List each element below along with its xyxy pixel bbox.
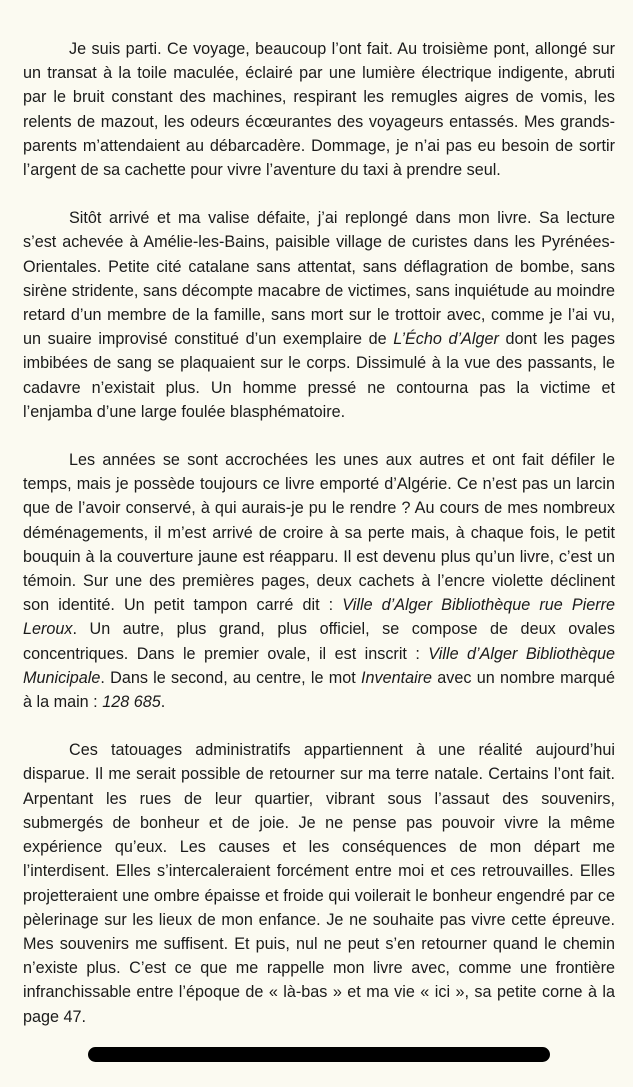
italic-text-run: L’Écho d’Alger — [393, 330, 499, 349]
book-page-text — [23, 37, 615, 1029]
italic-text-run: Inventaire — [360, 668, 433, 687]
text-run: . Un autre, plus grand, plus officiel, se compose de deux ovales concentriques. Dans le premier ovale, il est inscrit : — [23, 620, 615, 663]
text-run: Sitôt arrivé et ma valise défaite, j’ai replongé dans mon livre. Sa lecture s’est achevée à Amélie-les-Bains, paisible village de curistes dans les Pyrénées-Orientales. Petite cité catalane sans attentat, sans déflagration de bombe, sans sirène stridente, sans décompte macabre de victimes, sans inquiétude au moindre retard d’un membre de la famille, sans mort sur le trottoir avec, comme je l’ai vu, un suaire improvisé constitué d’un exemplaire de — [23, 209, 615, 349]
italic-text-run: 128 685 — [102, 693, 161, 712]
text-run: . Dans le second, au centre, le mot — [100, 668, 361, 687]
italic-text-run: Ville d’Alger Bibliothèque rue Pierre Leroux — [23, 596, 616, 639]
text-run: . — [160, 693, 166, 712]
text-run: avec un nombre marqué à la main : — [23, 668, 615, 712]
paragraph-1 — [23, 37, 615, 182]
paragraph-4 — [23, 738, 615, 1028]
text-run: dont les pages imbibées de sang se plaquaient sur le corps. Dissimulé à la vue des passants, le cadavre n’existait plus. Un homme pressé ne contourna pas la victime et l’enjamba d’une large foulée blasphématoire. — [23, 330, 615, 421]
home-indicator-bar[interactable] — [88, 1047, 550, 1062]
text-run: Ces tatouages administratifs appartiennent à une réalité aujourd’hui disparue. Il me serait possible de retourner sur ma terre natale. Certains l’ont fait. Arpentant les rues de leur quartier, vibrant sous l’assaut des souvenirs, submergés de bonheur et de joie. Je ne pense pas pouvoir vivre la même expérience qu’eux. Les causes et les conséquences de mon départ me l’interdisent. Elles s’intercaleraient forcément entre moi et ces retrouvailles. Elles projetteraient une ombre épaisse et froide qui voilerait le bonheur engendré par ce pèlerinage sur les lieux de mon enfance. Je ne souhaite pas vivre cette épreuve. Mes souvenirs me suffisent. Et puis, nul ne peut s’en retourner quand le chemin n’existe plus. C’est ce que me rappelle mon livre avec, comme une frontière infranchissable entre l’époque de « là-bas » et ma vie « ici », sa petite corne à la page 47. — [23, 741, 615, 1026]
text-run: Les années se sont accrochées les unes aux autres et ont fait défiler le temps, mais je possède toujours ce livre emporté d’Algérie. Ce n’est pas un larcin que de l’avoir conservé, à qui aurais-je pu le rendre ? Au cours de mes nombreux déménagements, il m’est arrivé de croire à sa perte mais, à chaque fois, le petit bouquin à la couverture jaune est réapparu. Il est devenu plus qu’un livre, c’est un témoin. Sur une des premières pages, deux cachets à l’encre violette déclinent son identité. Un petit tampon carré dit : — [23, 451, 615, 615]
paragraph-2 — [23, 206, 615, 424]
italic-text-run: Ville d’Alger Bibliothèque Municipale — [23, 644, 615, 687]
text-run: Je suis parti. Ce voyage, beaucoup l’ont fait. Au troisième pont, allongé sur un transat à la toile maculée, éclairé par une lumière électrique indigente, abruti par le bruit constant des machines, respirant les remugles aigres de vomis, les relents de mazout, les odeurs écœurantes des voyageurs entassés. Mes grands-parents m’attendaient au débarcadère. Dommage, je n’ai pas eu besoin de sortir l’argent de sa cachette pour vivre l’aventure du taxi à prendre seul. — [23, 40, 615, 180]
paragraph-3 — [23, 448, 615, 714]
